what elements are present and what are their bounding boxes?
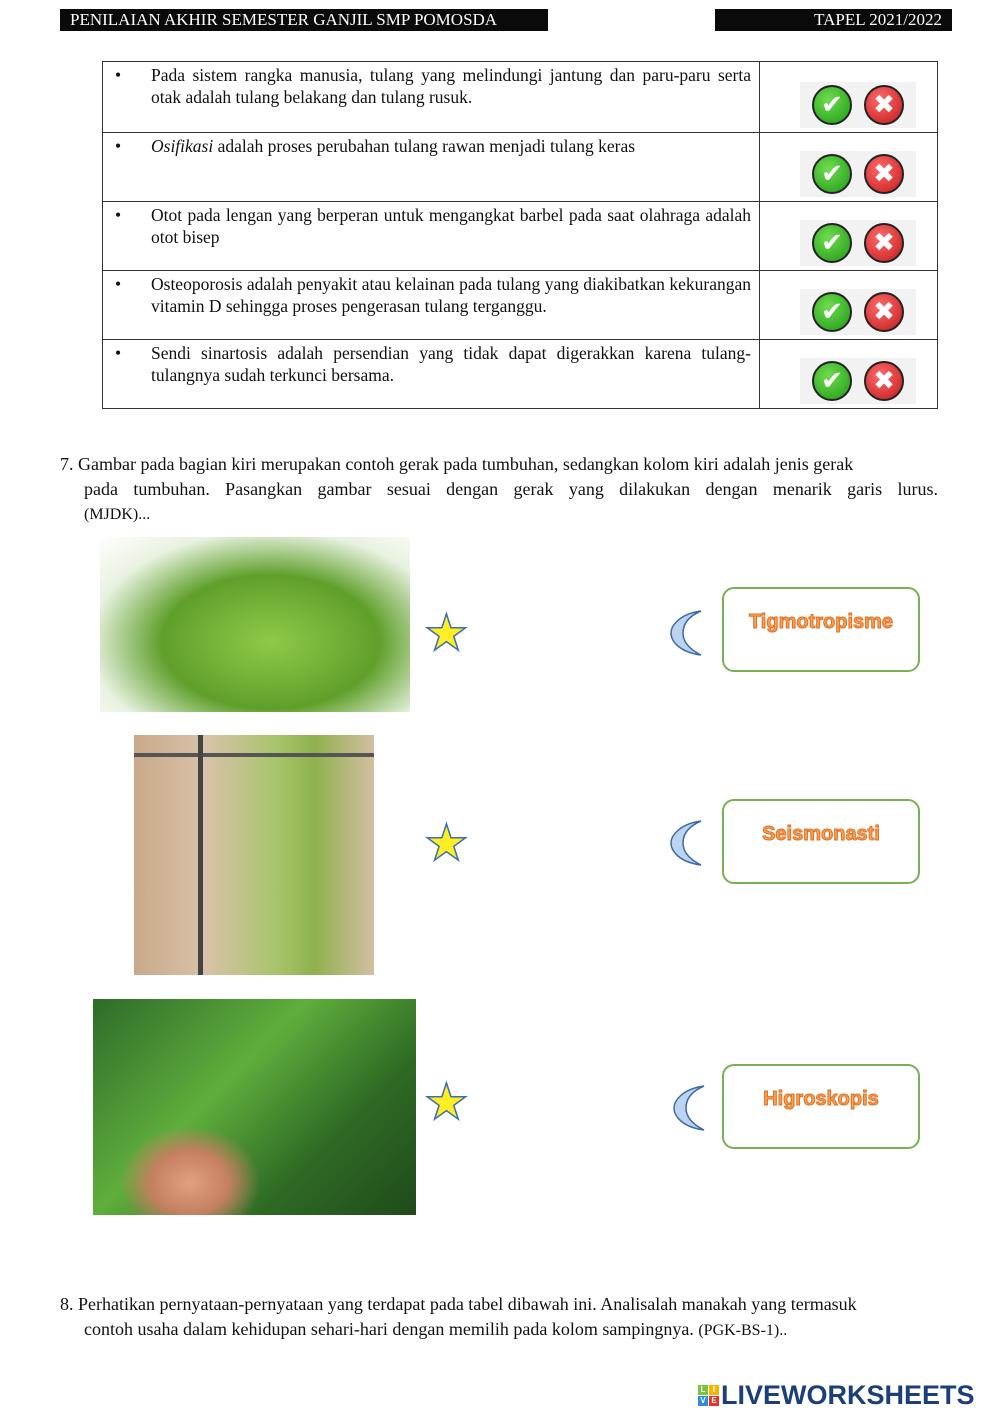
bullet: • <box>115 205 122 225</box>
star-anchor-icon[interactable]: ★ <box>424 814 469 872</box>
logo-letter: I <box>709 1385 719 1395</box>
statement-cell <box>103 133 760 202</box>
statement-cell <box>103 271 760 340</box>
answer-cell <box>760 62 938 133</box>
statement-body: Otot pada lengan yang berperan untuk mengangkat barbel pada saat olahraga adalah otot bisep <box>151 205 751 247</box>
match-option-label: Tigmotropisme <box>748 611 894 633</box>
false-x-button[interactable]: ✖ <box>864 361 904 401</box>
match-option-box[interactable] <box>722 1064 920 1149</box>
moon-anchor-icon[interactable] <box>669 820 703 866</box>
statement-text <box>151 273 751 317</box>
q8-line1: 8. Perhatikan pernyataan-pernyataan yang terdapat pada tabel dibawah ini. Analisalah manakah yang termasuk <box>60 1294 857 1314</box>
answer-cell <box>760 202 938 271</box>
statement-row <box>103 202 938 271</box>
statement-cell <box>103 202 760 271</box>
q7-line2: pada tumbuhan. Pasangkan gambar sesuai dengan gerak yang dilakukan dengan menarik garis lurus. <box>84 479 938 499</box>
false-x-button[interactable]: ✖ <box>864 154 904 194</box>
match-option-box[interactable] <box>722 799 920 884</box>
star-anchor-icon[interactable]: ★ <box>424 1073 469 1131</box>
logo-letter: V <box>698 1396 708 1406</box>
true-check-button[interactable]: ✔ <box>812 85 852 125</box>
tendril-image <box>134 735 374 975</box>
header-title: PENILAIAN AKHIR SEMESTER GANJIL SMP POMOSDA <box>60 9 548 31</box>
statement-row <box>103 133 938 202</box>
header-year: TAPEL 2021/2022 <box>715 9 952 31</box>
statement-text <box>151 204 751 248</box>
statement-text <box>151 342 751 386</box>
question-7 <box>60 452 938 527</box>
liveworksheets-logo <box>698 1380 975 1411</box>
statement-body: Sendi sinartosis adalah persendian yang tidak dapat digerakkan karena tulang-tulangnya sudah terkunci bersama. <box>151 343 751 385</box>
true-check-button[interactable]: ✔ <box>812 361 852 401</box>
statement-cell <box>103 62 760 133</box>
true-false-table <box>102 61 938 409</box>
star-anchor-icon[interactable]: ★ <box>424 604 469 662</box>
answer-cell <box>760 271 938 340</box>
statement-text <box>151 135 635 157</box>
statement-text <box>151 64 751 108</box>
moon-anchor-icon[interactable] <box>669 610 703 656</box>
mimosa-image <box>93 999 416 1215</box>
statement-cell <box>103 340 760 409</box>
logo-letter: E <box>709 1396 719 1406</box>
true-check-button[interactable]: ✔ <box>812 154 852 194</box>
logo-text: LIVEWORKSHEETS <box>721 1380 975 1410</box>
false-x-button[interactable]: ✖ <box>864 85 904 125</box>
pea-pods-image <box>100 537 410 712</box>
statement-row <box>103 62 938 133</box>
false-x-button[interactable]: ✖ <box>864 223 904 263</box>
true-check-button[interactable]: ✔ <box>812 223 852 263</box>
moon-anchor-icon[interactable] <box>672 1085 706 1131</box>
q8-line2: contoh usaha dalam kehidupan sehari-hari dengan memilih pada kolom sampingnya. <box>84 1319 694 1339</box>
statement-row <box>103 271 938 340</box>
bullet: • <box>115 136 122 156</box>
bullet: • <box>115 343 122 363</box>
answer-cell <box>760 133 938 202</box>
logo-letter: L <box>698 1385 708 1395</box>
match-option-box[interactable] <box>722 587 920 672</box>
statement-body: adalah proses perubahan tulang rawan menjadi tulang keras <box>213 136 636 156</box>
bullet: • <box>115 65 122 85</box>
true-check-button[interactable]: ✔ <box>812 292 852 332</box>
logo-grid-icon <box>698 1385 719 1406</box>
bullet: • <box>115 274 122 294</box>
q8-code: (PGK-BS-1).. <box>698 1322 788 1339</box>
statement-body: Osteoporosis adalah penyakit atau kelainan pada tulang yang diakibatkan kekurangan vitamin D sehingga proses pengerasan tulang terganggu. <box>151 274 751 316</box>
question-8 <box>60 1292 938 1343</box>
match-option-label: Seismonasti <box>762 823 880 845</box>
answer-cell <box>760 340 938 409</box>
q7-line1: 7. Gambar pada bagian kiri merupakan contoh gerak pada tumbuhan, sedangkan kolom kiri adalah jenis gerak <box>60 454 854 474</box>
false-x-button[interactable]: ✖ <box>864 292 904 332</box>
statement-row <box>103 340 938 409</box>
q7-code: (MJDK)... <box>84 506 151 523</box>
statement-body: Pada sistem rangka manusia, tulang yang melindungi jantung dan paru-paru serta otak adalah tulang belakang dan tulang rusuk. <box>151 65 751 107</box>
match-option-label: Higroskopis <box>763 1088 879 1110</box>
statement-italic: Osifikasi <box>151 136 214 156</box>
